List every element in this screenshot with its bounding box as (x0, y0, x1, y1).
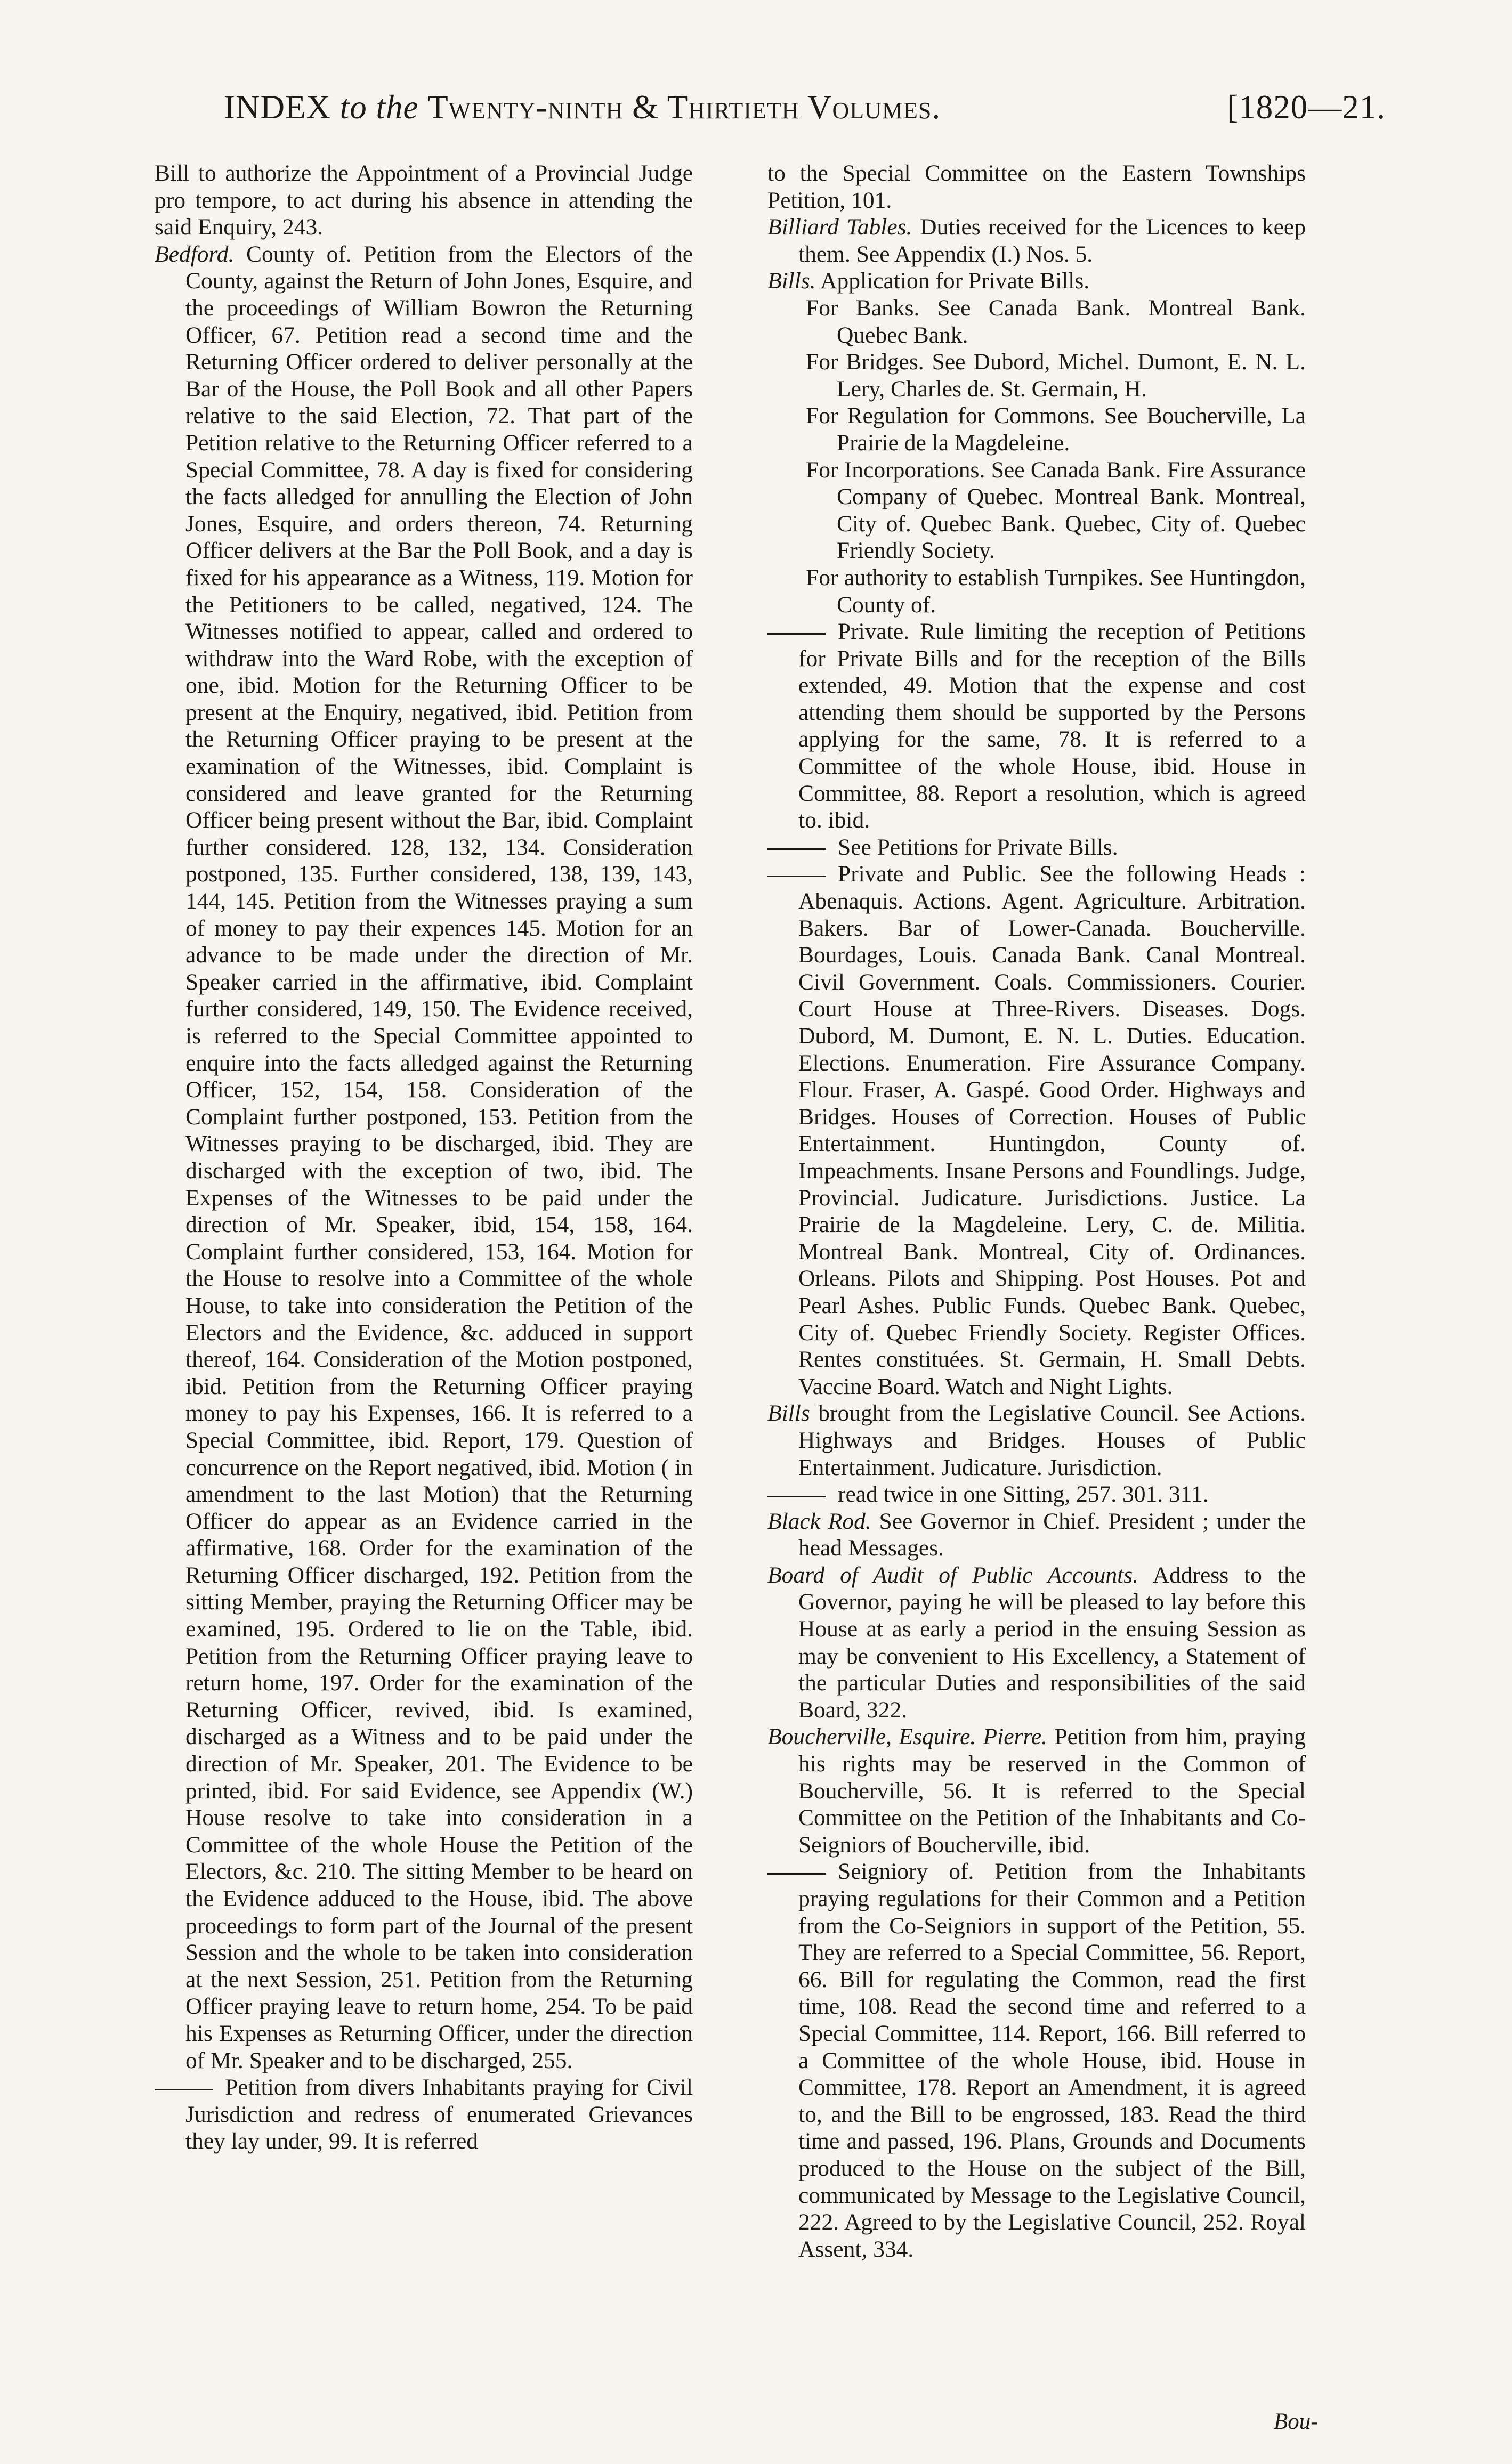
catchword: Bou- (1274, 2409, 1319, 2434)
entry-text: Application for Private Bills. (820, 268, 1090, 294)
entry-text: County of. Petition from the Electors of the County, against the Return of John Jones, Esquire, and the proceedings of William Bowron the Returning Officer, 67. Petition read a second time and the Returning Officer ordered to deliver personally at the Bar of the House, the Poll Book and all other Papers relative to the said Election, 72. That part of the Petition relative to the Returning Officer referred to a Special Committee, 78. A day is fixed for considering the facts alledged for annulling the Election of John Jones, Esquire, and orders thereon, 74. Returning Officer delivers at the Bar the Poll Book, and a day is fixed for his appearance as a Witness, 119. Motion for the Petitioners to be called, negatived, 124. The Witnesses notified to appear, called and ordered to withdraw into the Ward Robe, with the exception of one, ibid. Motion for the Returning Officer to be present at the Enquiry, negatived, ibid. Petition from the Returning Officer praying to be present at the examination of the Witnesses, ibid. Complaint is considered and leave granted for the Returning Officer being present without the Bar, ibid. Complaint further considered. 128, 132, 134. Consideration postponed, 135. Further considered, 138, 139, 143, 144, 145. Petition from the Witnesses praying a sum of money to pay their expences 145. Motion for an advance to be made under the direction of Mr. Speaker carried in the affirmative, ibid. Complaint further considered, 149, 150. The Evidence received, is referred to the Special Committee appointed to enquire into the facts alledged against the Returning Officer, 152, 154, 158. Consideration of the Complaint further postponed, 153. Petition from the Witnesses praying to be discharged, ibid. They are discharged with the exception of two, ibid. The Expenses of the Witnesses to be paid under the direction of Mr. Speaker, ibid, 154, 158, 164. Complaint further considered, 153, 164. Motion for the House to resolve into a Committee of the whole House, to take into consideration the Petition of the Electors and the Evidence, &c. adduced in support thereof, 164. Consideration of the Motion postponed, ibid. Petition from the Returning Officer praying money to pay his Expenses, 166. It is referred to a Special Committee, ibid. Report, 179. Question of concurrence on the Report negatived, ibid. Motion ( in amendment to the last Motion) that the Returning Officer do appear as an Evidence carried in the affirmative, 168. Order for the examination of the Returning Officer discharged, 192. Petition from the sitting Member, praying the Returning Officer may be examined, 195. Ordered to lie on the Table, ibid. Petition from the Returning Officer praying leave to return home, 197. Order for the examination of the Returning Officer, revived, ibid. Is examined, discharged as a Witness and to be paid under the direction of Mr. Speaker, 201. The Evidence to be printed, ibid. For said Evidence, see Appendix (W.) House resolve to take into consideration in a Committee of the whole House the Petition of the Electors, &c. 210. The sitting Member to be heard on the Evidence adduced to the House, ibid. The above proceedings to form part of the Journal of the present Session and the whole to be taken into consideration at the next Session, 251. Petition from the Returning Officer praying leave to return home, 254. To be paid his Expenses as Returning Officer, under the direction of Mr. Speaker and to be discharged, 255. (185, 241, 693, 2073)
index-entry (767, 564, 1306, 618)
running-header (224, 88, 1386, 141)
entry-heading: Bedford. (155, 241, 235, 267)
entry-text: Petition from divers Inhabitants praying for Civil Jurisdiction and redress of enumerated Grievances they lay under, 99. It is referred (185, 2074, 693, 2154)
entry-heading: Bills (767, 1400, 810, 1426)
index-entry (767, 295, 1306, 348)
entry-text: Duties received for the Licences to keep them. See Appendix (I.) Nos. 5. (798, 214, 1306, 267)
entry-text: Address to the Governor, paying he will be pleased to lay before this House at as early a period in the ensuing Session as may be convenient to His Excellency, a Statement of the particular Duties and responsibilities of the said Board, 322. (798, 1562, 1306, 1723)
index-entry (155, 2074, 693, 2155)
entry-text: See Petitions for Private Bills. (838, 834, 1118, 860)
entry-text: For Banks. See Canada Bank. Montreal Bank. Quebec Bank. (806, 295, 1306, 348)
index-entry (767, 268, 1306, 295)
entry-text: Private. Rule limiting the reception of Petitions for Private Bills and for the reception of the Bills extended, 49. Motion that the expense and cost attending them should be supported by the Persons applying for the same, 78. It is referred to a Committee of the whole House, ibid. House in Committee, 88. Report a resolution, which is agreed to. ibid. (798, 619, 1306, 833)
entry-text: For Regulation for Commons. See Boucherville, La Prairie de la Magdeleine. (806, 403, 1306, 456)
index-entry (767, 1508, 1306, 1562)
index-entry (767, 402, 1306, 456)
entry-text: Petition from him, praying his rights may be reserved in the Common of Boucherville, 56. It is referred to the Special Committee on the Petition of the Inhabitants and Co-Seigniors of Boucherville, ibid. (798, 1724, 1306, 1858)
index-entry (767, 160, 1306, 214)
dash-rule (767, 633, 826, 635)
index-entry (767, 1400, 1306, 1481)
entry-heading: Black Rod. (767, 1508, 871, 1534)
index-entry (767, 214, 1306, 268)
right-column (767, 160, 1306, 2263)
entry-text: Bill to authorize the Appointment of a Provincial Judge pro tempore, to act during his absence in attending the said Enquiry, 243. (155, 160, 693, 240)
entry-text: For Bridges. See Dubord, Michel. Dumont, E. N. L. Lery, Charles de. St. Germain, H. (806, 349, 1306, 402)
dash-rule (767, 1496, 826, 1497)
index-entry (767, 1723, 1306, 1858)
index-entry (767, 861, 1306, 1400)
index-entry (767, 457, 1306, 564)
entry-text: brought from the Legislative Council. See Actions. Highways and Bridges. Houses of Public Entertainment. Judicature. Jurisdiction. (798, 1400, 1306, 1480)
index-entry (767, 348, 1306, 402)
dash-rule (767, 876, 826, 877)
index-entry (767, 618, 1306, 834)
entry-text: read twice in one Sitting, 257. 301. 311. (838, 1481, 1209, 1507)
entry-heading: Billiard Tables. (767, 214, 912, 240)
entry-text: to the Special Committee on the Eastern Townships Petition, 101. (767, 160, 1306, 213)
dash-rule (155, 2089, 213, 2090)
entry-text: For Incorporations. See Canada Bank. Fire Assurance Company of Quebec. Montreal Bank. Montreal, City of. Quebec Bank. Quebec, City of. Quebec Friendly Society. (806, 457, 1306, 564)
entry-heading: Boucherville, Esquire. Pierre. (767, 1724, 1047, 1750)
entry-text: For authority to establish Turnpikes. See Huntingdon, County of. (806, 564, 1306, 618)
dash-rule (767, 1873, 826, 1875)
left-column (155, 160, 693, 2155)
entry-heading: Bills. (767, 268, 816, 294)
entry-text: See Governor in Chief. President ; under the head Messages. (798, 1508, 1306, 1561)
entry-text: Seigniory of. Petition from the Inhabitants praying regulations for their Common and a Petition from the Co-Seigniors in support of the Petition, 55. They are referred to a Special Committee, 56. Report, 66. Bill for regulating the Common, read the first time, 108. Read the second time and referred to a Special Committee, 114. Report, 166. Bill referred to a Committee of the whole House, ibid. House in Committee, 178. Report an Amendment, it is agreed to, and the Bill to be engrossed, 183. Read the third time and passed, 196. Plans, Grounds and Documents produced to the House on the subject of the Bill, communicated by Message to the Legislative Council, 222. Agreed to by the Legislative Council, 252. Royal Assent, 334. (798, 1859, 1306, 2262)
index-entry (155, 241, 693, 2074)
header-title: INDEX to the Twenty-ninth & Thirtieth Volumes. (224, 88, 941, 126)
header-years: [1820—21. (1227, 88, 1386, 126)
index-entry (767, 1858, 1306, 2263)
entry-heading: Board of Audit of Public Accounts. (767, 1562, 1139, 1588)
dash-rule (767, 848, 826, 850)
index-entry (767, 834, 1306, 861)
index-entry (767, 1562, 1306, 1724)
entry-text: Private and Public. See the following Heads : Abenaquis. Actions. Agent. Agriculture. Arbitration. Bakers. Bar of Lower-Canada. Boucherville. Bourdages, Louis. Canada Bank. Canal Montreal. Civil Government. Coals. Commissioners. Courier. Court House at Three-Rivers. Diseases. Dogs. Dubord, M. Dumont, E. N. L. Duties. Education. Elections. Enumeration. Fire Assurance Company. Flour. Fraser, A. Gaspé. Good Order. Highways and Bridges. Houses of Correction. Houses of Public Entertainment. Huntingdon, County of. Impeachments. Insane Persons and Foundlings. Judge, Provincial. Judicature. Jurisdictions. Justice. La Prairie de la Magdeleine. Lery, C. de. Militia. Montreal Bank. Montreal, City of. Ordinances. Orleans. Pilots and Shipping. Post Houses. Pot and Pearl Ashes. Public Funds. Quebec Bank. Quebec, City of. Quebec Friendly Society. Register Offices. Rentes constituées. St. Germain, H. Small Debts. Vaccine Board. Watch and Night Lights. (798, 861, 1306, 1399)
index-entry (155, 160, 693, 241)
index-entry (767, 1481, 1306, 1508)
